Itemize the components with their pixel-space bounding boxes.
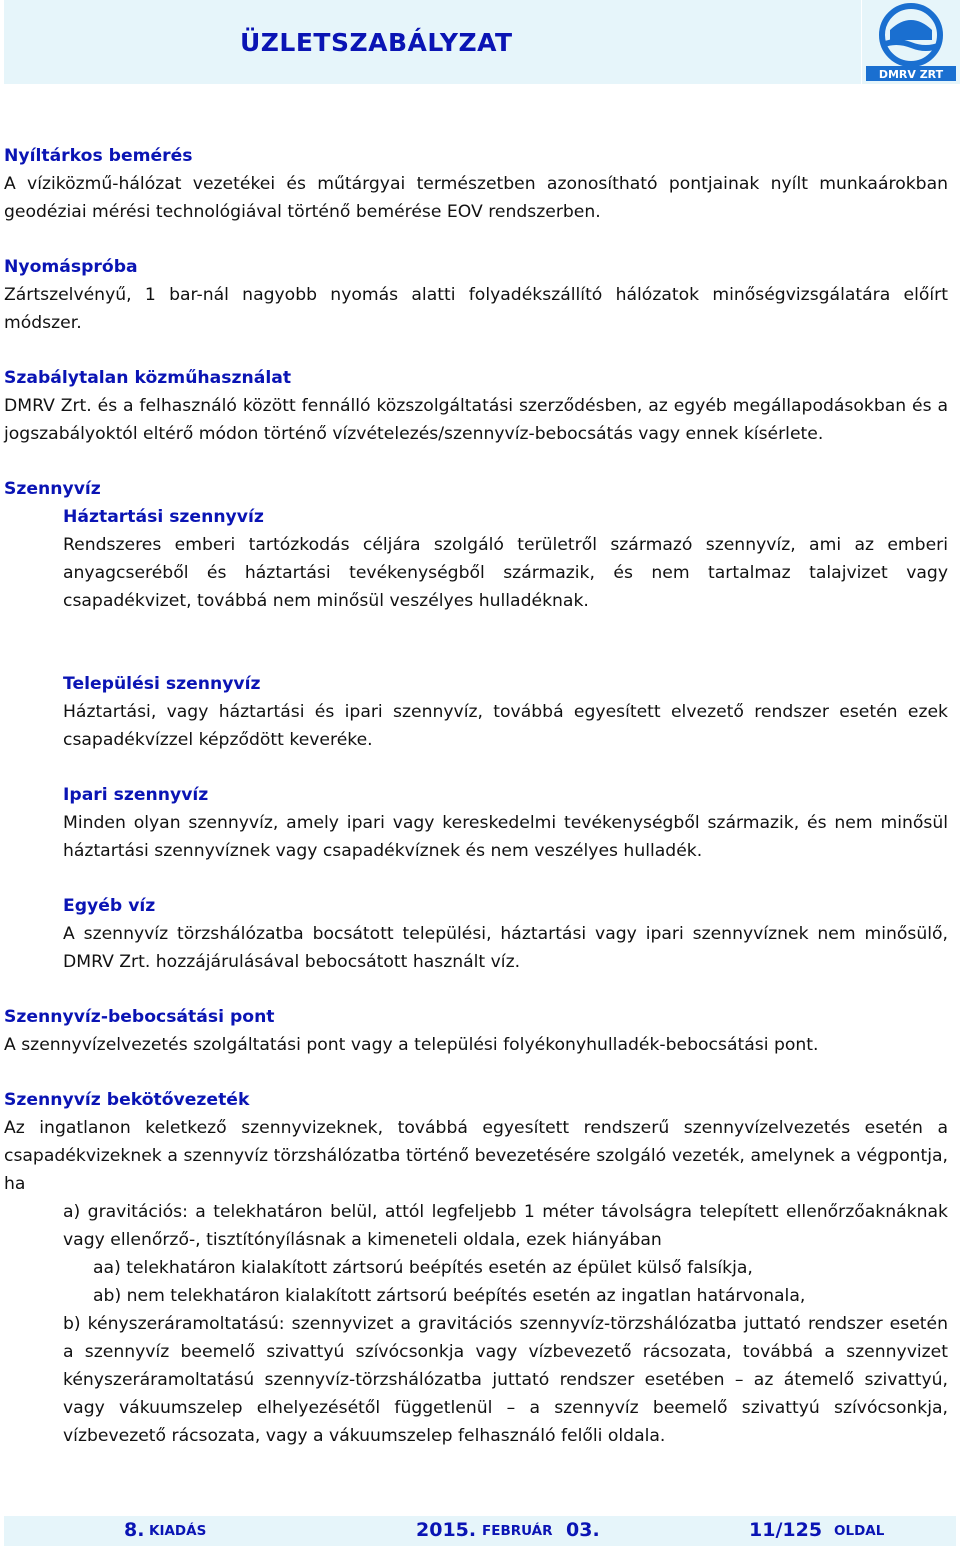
section-title: Szennyvíz bekötővezeték (4, 1090, 250, 1110)
section-text: Zártszelvényű, 1 bar-nál nagyobb nyomás alatti folyadékszállító hálózatok minőségvizsgálatára előírt módszer. (4, 285, 948, 333)
section-text: DMRV Zrt. és a felhasználó között fennálló közszolgáltatási szerződésben, az egyéb megállapodásokban és a jogszabályoktól eltérő módon történő vízvételezés/szennyvíz-bebocsátás vagy ennek kísérlete. (4, 396, 948, 444)
subsection-text: Rendszeres emberi tartózkodás céljára szolgáló területről származó szennyvíz, ami az emberi anyagcseréből és háztartási tevékenységből származik, és nem tartalmaz talajvizet vagy csapadékvizet, továbbá nem minősül veszélyes hulladéknak. (63, 535, 948, 611)
subsection-title: Egyéb víz (63, 896, 156, 916)
logo (862, 0, 960, 84)
edition-number: 8. (124, 1519, 145, 1541)
section-title: Szabálytalan közműhasználat (4, 368, 292, 388)
date-day: 03. (566, 1519, 600, 1541)
list-item-ab: ab) nem telekhatáron kialakított zártsorú beépítés esetén az ingatlan határvonala, (93, 1286, 806, 1306)
subsection-text: Minden olyan szennyvíz, amely ipari vagy kereskedelmi tevékenységből származik, és nem minősül háztartási szennyvíznek vagy csapadékvíznek és nem veszélyes hulladék. (63, 813, 948, 861)
list-item-b: b) kényszeráramoltatású: szennyvizet a gravitációs szennyvíz-törzshálózatba juttató rendszer esetén a szennyvíz beemelő szivattyú szívócsonkja vagy vízbevezető rácsozata, továbbá a szennyvizet kényszeráramoltatású szennyvíz-törzshálózatba juttató rendszer esetében – az átemelő szivattyú, vagy vákuumszelep elhelyezésétől függetlenül – a szennyvíz beemelő szivattyú szívócsonkja, vízbevezető rácsozata, vagy a vákuumszelep felhasználó felőli oldala. (63, 1314, 948, 1446)
edition-label: KIADÁS (149, 1523, 207, 1539)
section-title: Szennyvíz-bebocsátási pont (4, 1007, 275, 1027)
section-text: A víziközmű-hálózat vezetékei és műtárgyai természetben azonosítható pontjainak nyílt munkaárokban geodéziai mérési technológiával történő bemérése EOV rendszerben. (4, 174, 948, 222)
subsection-title: Háztartási szennyvíz (63, 507, 264, 527)
date-month: FEBRUÁR (482, 1523, 553, 1539)
subsection-text: A szennyvíz törzshálózatba bocsátott települési, háztartási vagy ipari szennyvíznek nem minősülő, DMRV Zrt. hozzájárulásával bebocsátott használt víz. (63, 924, 948, 972)
list-item-a: a) gravitációs: a telekhatáron belül, attól legfeljebb 1 méter távolságra telepített ellenőrzőaknáknak vagy ellenőrző-, tisztítónyílásnak a kimeneteli oldala, ezek hiányában (63, 1202, 948, 1250)
list-item-aa: aa) telekhatáron kialakított zártsorú beépítés esetén az épület külső falsíkja, (93, 1258, 753, 1278)
subsection-text: Háztartási, vagy háztartási és ipari szennyvíz, továbbá egyesített elvezető rendszer esetén ezek csapadékvízzel képződött keveréke. (63, 702, 948, 750)
document-body (4, 142, 948, 1450)
footer-band (4, 1516, 956, 1546)
page-label: OLDAL (834, 1523, 885, 1539)
logo-text: DMRV ZRT (878, 68, 944, 81)
section-title: Nyíltárkos bemérés (4, 146, 193, 166)
date-year: 2015. (416, 1519, 477, 1541)
subsection-title: Települési szennyvíz (63, 674, 261, 694)
section-text: Az ingatlanon keletkező szennyvizeknek, továbbá egyesített rendszerű szennyvízelvezetés esetén a csapadékvizeknek a szennyvíz törzshálózatba történő bevezetésére szolgáló vezeték, amelynek a végpontja, ha (4, 1118, 948, 1194)
dmrv-logo-icon (866, 2, 956, 82)
document-title: ÜZLETSZABÁLYZAT (240, 28, 513, 57)
section-title: Nyomáspróba (4, 257, 138, 277)
header-band (4, 0, 863, 84)
section-title: Szennyvíz (4, 479, 101, 499)
section-text: A szennyvízelvezetés szolgáltatási pont vagy a települési folyékonyhulladék-bebocsátási pont. (4, 1035, 819, 1055)
page-number: 11/125 (749, 1519, 823, 1541)
subsection-title: Ipari szennyvíz (63, 785, 209, 805)
